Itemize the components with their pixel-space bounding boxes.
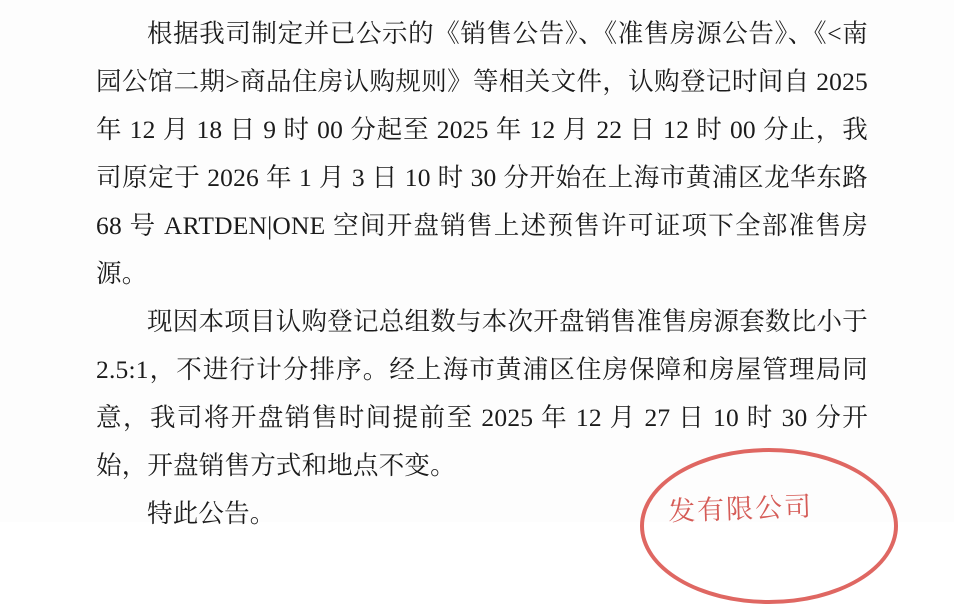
paragraph-3: 特此公告。 <box>147 499 276 528</box>
paragraph-1: 根据我司制定并已公示的《销售公告》、《准售房源公告》、《<南园公馆二期>商品住房认购规则》等相关文件，认购登记时间自 2025 年 12 月 18 日 9 时 00 分起至 2025 年 12 月 22 日 12 时 00 分止，我司原定于 2026 年 1 月 3 日 10 时 30 分开始在上海市黄浦区龙华东路 68 号 ARTDEN|ONE 空间开盘销售上述预售许可证项下全部准售房源。 <box>96 19 868 288</box>
company-seal-label: 发有限公司 <box>667 491 814 527</box>
paragraph-2: 现因本项目认购登记总组数与本次开盘销售准售房源套数比小于 2.5:1，不进行计分排序。经上海市黄浦区住房保障和房屋管理局同意，我司将开盘销售时间提前至 2025 年 12 月 27 日 10 时 30 分开始，开盘销售方式和地点不变。 <box>96 307 868 480</box>
